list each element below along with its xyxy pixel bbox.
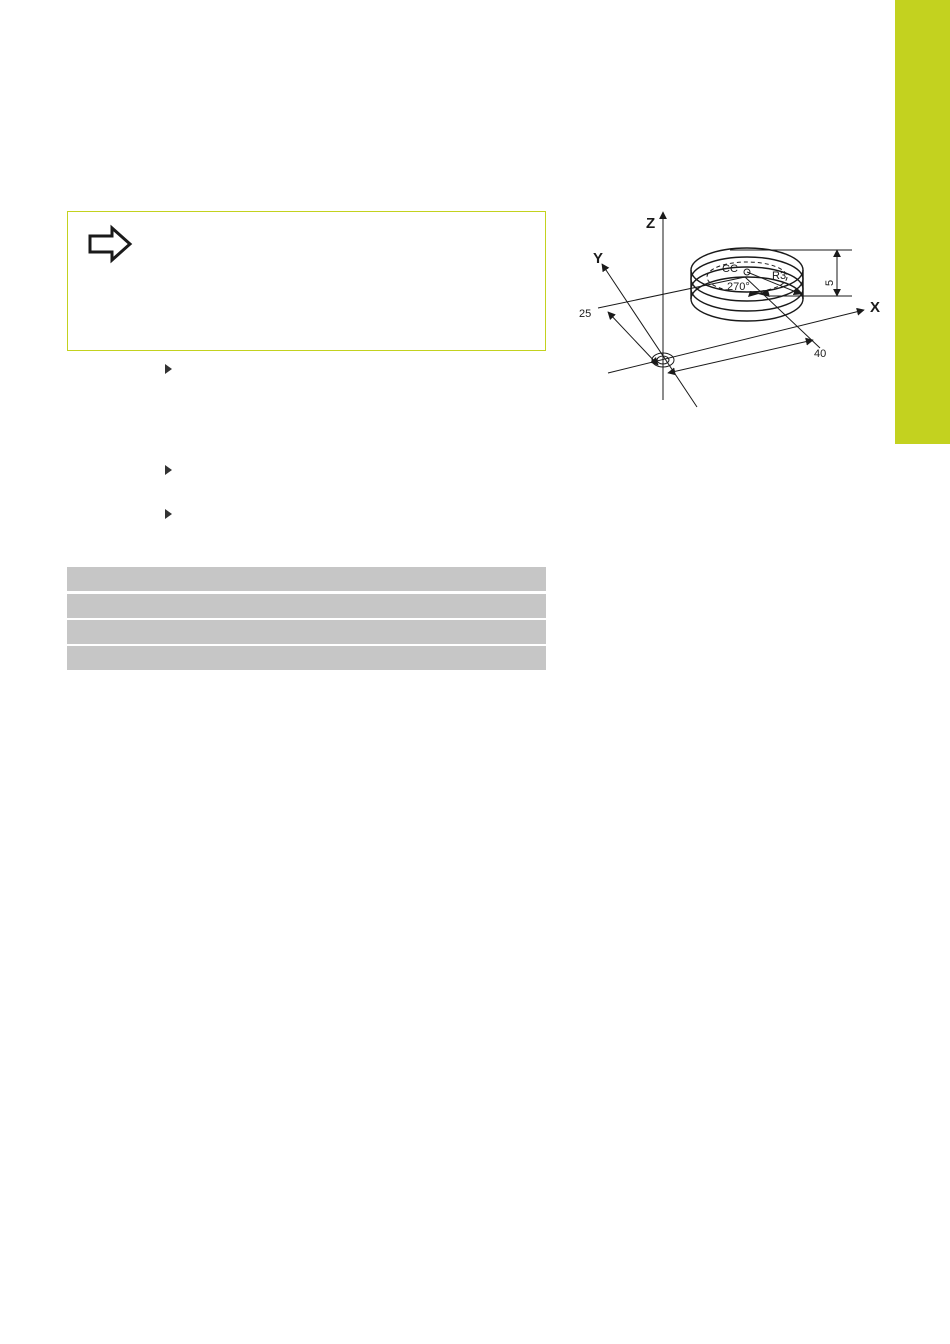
chapter-tab xyxy=(895,0,950,444)
height-label: 5 xyxy=(824,279,836,286)
triangle-right-icon xyxy=(165,465,172,475)
axis-label-y: Y xyxy=(593,250,604,267)
table-row xyxy=(67,620,546,644)
y-offset-label: 25 xyxy=(579,308,592,320)
triangle-right-icon xyxy=(165,364,172,374)
note-box xyxy=(67,211,546,351)
x-axis xyxy=(608,310,864,373)
table-row xyxy=(67,567,546,591)
x-offset-label: 40 xyxy=(814,348,827,360)
arrow-right-outline-icon xyxy=(86,224,134,264)
center-label: CC xyxy=(722,263,738,275)
table-row xyxy=(67,646,546,670)
axis-label-x: X xyxy=(870,299,881,316)
table-row xyxy=(67,594,546,618)
axis-label-z: Z xyxy=(646,215,656,232)
angle-label: 270° xyxy=(727,281,750,293)
y-axis xyxy=(602,264,697,407)
triangle-right-icon xyxy=(165,509,172,519)
radius-label: R3 xyxy=(772,270,787,282)
helix-diagram xyxy=(570,200,890,430)
